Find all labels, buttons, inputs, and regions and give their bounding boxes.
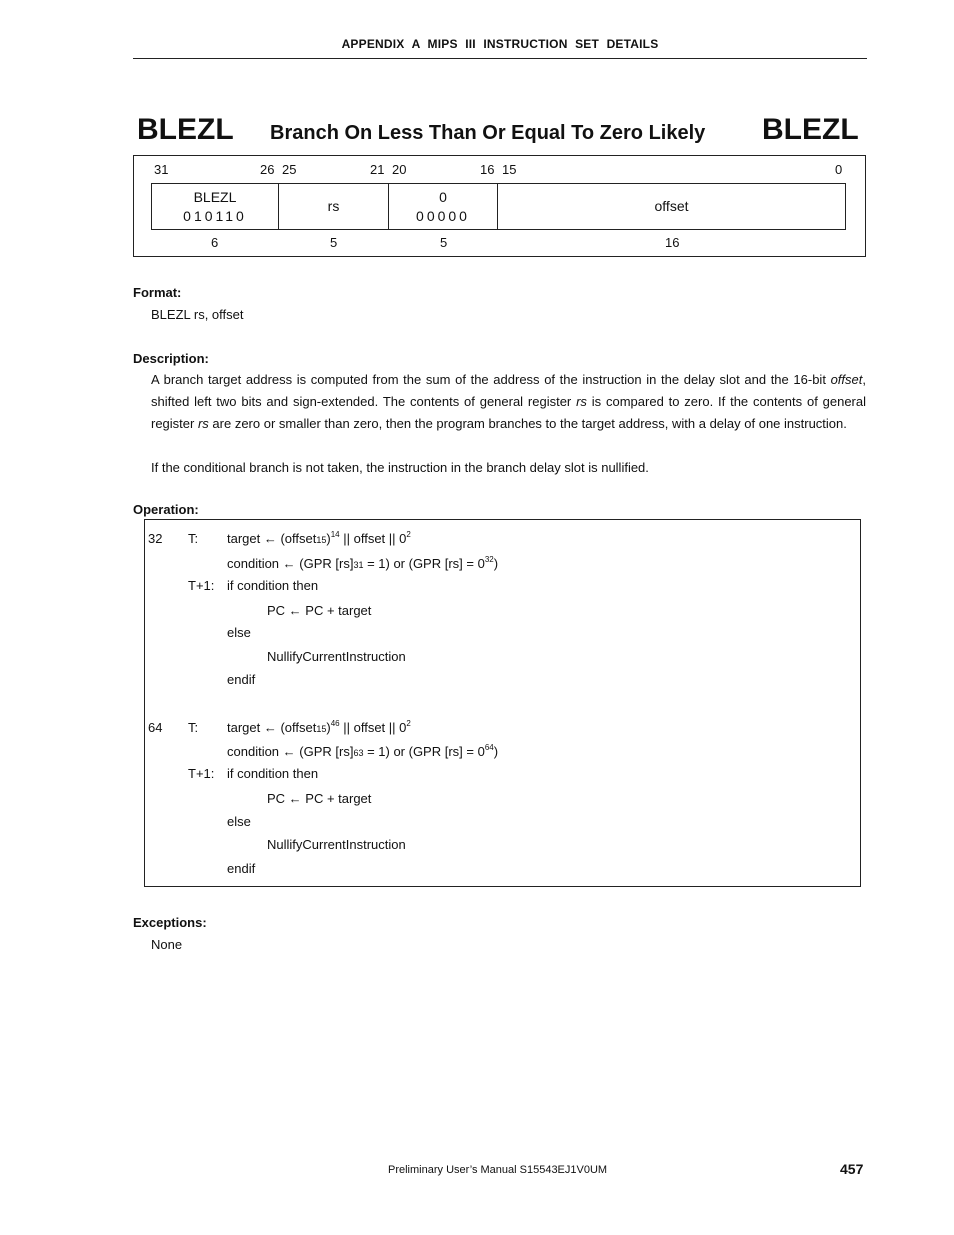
desc-rs-term-1: rs	[576, 394, 587, 409]
op32-if-line: if condition then	[227, 578, 319, 593]
op32-condition-line: condition ← (GPR [rs]31 = 1) or (GPR $[rs] = 0^{32}$)	[227, 554, 499, 571]
format-text: BLEZL rs, offset	[151, 307, 244, 322]
field-offset	[498, 184, 845, 229]
bit-25: 25	[282, 162, 297, 177]
field-zero-name: 0	[439, 188, 447, 205]
width-offset: 16	[665, 235, 680, 250]
bit-15: 15	[502, 162, 517, 177]
field-opcode-name: BLEZL	[193, 188, 237, 205]
op64-target-line: target ← (offset15)$^{46}$ || offset || $0^2$	[227, 718, 411, 735]
field-rs	[279, 184, 389, 229]
op64-width: 64	[148, 720, 163, 735]
op64-condition-line: condition ← (GPR [rs]63 = 1) or (GPR $[rs] = 0^{64}$)	[227, 742, 499, 759]
desc-offset-term: offset	[830, 372, 863, 387]
op64-t-label: T:	[188, 720, 199, 735]
op64-nullify-line: NullifyCurrentInstruction	[267, 837, 406, 852]
mnemonic-left: BLEZL	[137, 113, 234, 146]
operation-box	[144, 519, 861, 887]
width-opcode: 6	[211, 235, 219, 250]
instruction-title: Branch On Less Than Or Equal To Zero Likely	[270, 122, 706, 144]
op64-if-line: if condition then	[227, 766, 319, 781]
op32-target-line: target ← (offset15)$^{14}$ || offset || $0^2$	[227, 529, 411, 546]
field-offset-name: offset	[654, 198, 689, 214]
op32-then-line: PC ← PC + target	[267, 603, 372, 618]
description-paragraph-1	[151, 369, 866, 435]
op32-t-label: T:	[188, 531, 199, 546]
header-rule	[133, 58, 867, 59]
op32-else-line: else	[227, 625, 251, 640]
desc-text-4: are zero or smaller than zero, then the program branches to the target address, with a delay of one instruction.	[208, 416, 847, 431]
encoding-fields	[151, 183, 846, 230]
op32-t1-label: T+1:	[188, 578, 215, 593]
bit-20: 20	[392, 162, 407, 177]
operation-label: Operation:	[133, 502, 199, 517]
op64-endif-line: endif	[227, 861, 256, 876]
description-label: Description:	[133, 351, 209, 366]
desc-text-2: , shifted left two bits and sign-extended. The contents of general register	[151, 372, 866, 409]
bit-26: 26	[260, 162, 275, 177]
width-rs: 5	[330, 235, 338, 250]
description-paragraph-2: If the conditional branch is not taken, the instruction in the branch delay slot is nullified.	[151, 460, 649, 475]
field-zero	[389, 184, 498, 229]
bit-21: 21	[370, 162, 385, 177]
desc-text-3: is compared to zero. If the contents of general register	[151, 394, 867, 431]
desc-text-1: A branch target address is computed from the sum of the address of the instruction in the delay slot and the 16-bit	[151, 372, 831, 387]
exceptions-text: None	[151, 937, 183, 952]
field-zero-code: 00000	[416, 207, 470, 224]
exceptions-label: Exceptions:	[133, 915, 207, 930]
format-label: Format:	[133, 285, 182, 300]
op64-else-line: else	[227, 814, 251, 829]
op32-nullify-line: NullifyCurrentInstruction	[267, 649, 406, 664]
op64-then-line: PC ← PC + target	[267, 791, 372, 806]
bit-16: 16	[480, 162, 495, 177]
bit-31: 31	[154, 162, 169, 177]
desc-rs-term-2: rs	[197, 416, 209, 431]
bit-0: 0	[835, 162, 843, 177]
op32-width: 32	[148, 531, 163, 546]
op64-t1-label: T+1:	[188, 766, 215, 781]
page-number: 457	[840, 1161, 864, 1177]
footer-manual: Preliminary User’s Manual S15543EJ1V0UM	[388, 1164, 608, 1176]
running-header: APPENDIX A MIPS III INSTRUCTION SET DETAILS	[341, 37, 659, 51]
mnemonic-right: BLEZL	[762, 113, 859, 146]
op32-endif-line: endif	[227, 672, 256, 687]
width-zero: 5	[440, 235, 448, 250]
field-rs-name: rs	[327, 198, 340, 214]
field-opcode	[152, 184, 279, 229]
field-opcode-code: 010110	[183, 207, 247, 224]
